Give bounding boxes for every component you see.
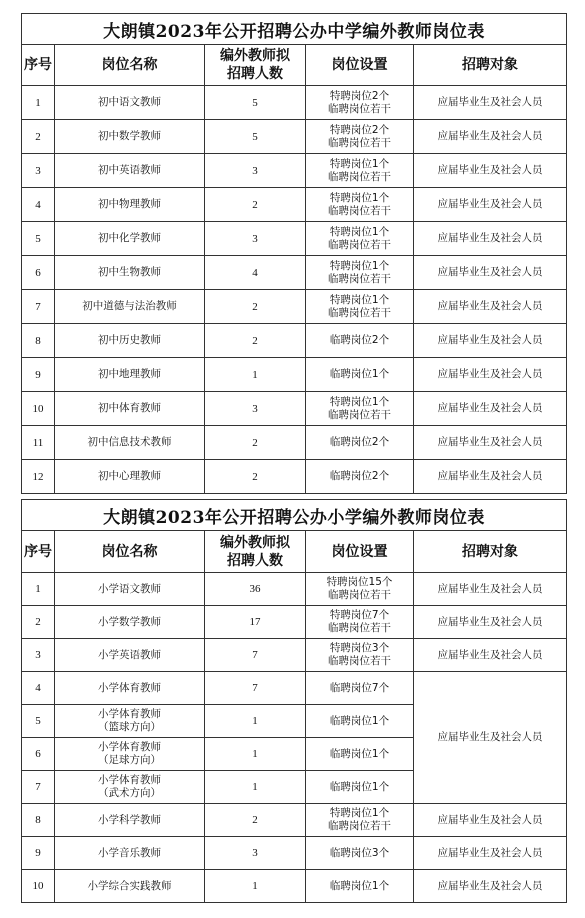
recruit-target: 应届毕业生及社会人员: [414, 639, 567, 672]
table-row: [22, 188, 567, 222]
row-number: 6: [22, 256, 55, 290]
position-setup-line: 临聘岗位若干: [328, 622, 391, 634]
position-name: [55, 870, 205, 903]
position-setup-line: 特聘岗位1个: [329, 395, 390, 408]
row-number: 11: [22, 426, 55, 460]
row-number: 8: [22, 324, 55, 358]
middle-table-title: 大朗镇2023年公开招聘公办中学编外教师岗位表: [22, 14, 567, 45]
position-setup: [306, 290, 414, 324]
recruit-target: 应届毕业生及社会人员: [414, 870, 567, 903]
position-setup-line: 临聘岗位若干: [328, 408, 391, 421]
position-setup: [306, 705, 414, 738]
position-name-line: （篮球方向）: [98, 721, 161, 733]
position-name-line: （武术方向）: [98, 787, 161, 799]
table-row: [22, 639, 567, 672]
position-setup-line: 临聘岗位若干: [328, 136, 391, 149]
recruit-target: 应届毕业生及社会人员: [414, 392, 567, 426]
recruit-target: 应届毕业生及社会人员: [414, 120, 567, 154]
position-setup-line: 特聘岗位7个: [329, 609, 390, 621]
header-count-line1: 编外教师拟: [220, 534, 290, 551]
table-row: [22, 222, 567, 256]
recruit-target: 应届毕业生及社会人员: [414, 672, 567, 804]
position-name: [55, 705, 205, 738]
recruit-target: 应届毕业生及社会人员: [414, 188, 567, 222]
hire-count: 5: [205, 120, 306, 154]
position-setup-line: 临聘岗位1个: [329, 747, 390, 760]
position-setup-line: 临聘岗位3个: [329, 846, 390, 859]
hire-count: 1: [205, 358, 306, 392]
position-setup-line: 特聘岗位1个: [329, 157, 390, 170]
position-setup: [306, 606, 414, 639]
hire-count: 5: [205, 86, 306, 120]
position-setup: [306, 804, 414, 837]
position-setup-line: 临聘岗位若干: [328, 272, 391, 285]
position-name-line: 小学科学教师: [98, 813, 161, 826]
recruit-target: 应届毕业生及社会人员: [414, 358, 567, 392]
row-number: 9: [22, 837, 55, 870]
primary-table-title: 大朗镇2023年公开招聘公办小学编外教师岗位表: [22, 500, 567, 531]
position-name-line: 小学数学教师: [98, 615, 161, 628]
position-setup: [306, 120, 414, 154]
position-setup-line: 临聘岗位7个: [329, 681, 390, 694]
position-setup-line: 特聘岗位3个: [329, 642, 390, 654]
recruit-target: 应届毕业生及社会人员: [414, 290, 567, 324]
position-setup-line: 临聘岗位2个: [329, 470, 390, 482]
row-number: 2: [22, 606, 55, 639]
header-count-line2: 招聘人数: [227, 66, 283, 82]
position-setup: [306, 392, 414, 426]
recruit-target: 应届毕业生及社会人员: [414, 804, 567, 837]
position-name: [55, 837, 205, 870]
position-name: [55, 573, 205, 606]
row-number: 4: [22, 672, 55, 705]
table-row: [22, 426, 567, 460]
row-number: 5: [22, 705, 55, 738]
hire-count: 36: [205, 573, 306, 606]
hire-count: 2: [205, 460, 306, 494]
row-number: 10: [22, 392, 55, 426]
position-name: [55, 771, 205, 804]
position-name: [55, 606, 205, 639]
position-setup-line: 特聘岗位1个: [329, 807, 390, 819]
position-setup-line: 特聘岗位1个: [329, 191, 390, 204]
position-name: 初中体育教师: [55, 392, 205, 426]
header-target: 招聘对象: [414, 45, 567, 86]
position-name: 初中地理教师: [55, 358, 205, 392]
row-number: 2: [22, 120, 55, 154]
hire-count: 2: [205, 324, 306, 358]
position-setup-line: 临聘岗位1个: [329, 879, 390, 892]
table-row: [22, 86, 567, 120]
position-setup-line: 特聘岗位15个: [326, 576, 393, 588]
recruit-target: 应届毕业生及社会人员: [414, 606, 567, 639]
position-name-line: 小学体育教师: [98, 741, 161, 753]
position-name: 初中历史教师: [55, 324, 205, 358]
position-setup-line: 临聘岗位1个: [329, 780, 390, 793]
position-name: [55, 639, 205, 672]
recruit-target: 应届毕业生及社会人员: [414, 460, 567, 494]
header-count: [205, 45, 306, 86]
hire-count: 2: [205, 804, 306, 837]
hire-count: 2: [205, 188, 306, 222]
position-setup-line: 临聘岗位若干: [328, 204, 391, 217]
header-position: 岗位名称: [55, 531, 205, 573]
position-name-line: 小学体育教师: [98, 681, 161, 694]
middle-header-row: [22, 45, 567, 86]
header-seq: 序号: [22, 531, 55, 573]
primary-header-row: [22, 531, 567, 573]
position-setup: [306, 460, 414, 494]
position-setup-line: 临聘岗位1个: [329, 714, 390, 727]
table-row: [22, 392, 567, 426]
middle-table-body: [22, 14, 567, 494]
primary-table-body: [22, 500, 567, 903]
hire-count: 2: [205, 290, 306, 324]
hire-count: 1: [205, 705, 306, 738]
primary-school-position-table: [21, 499, 567, 903]
header-seq: 序号: [22, 45, 55, 86]
table-row: [22, 256, 567, 290]
position-name: 初中英语教师: [55, 154, 205, 188]
position-setup-line: 特聘岗位2个: [329, 123, 390, 136]
hire-count: 1: [205, 771, 306, 804]
table-row: [22, 460, 567, 494]
position-setup: [306, 573, 414, 606]
row-number: 1: [22, 573, 55, 606]
position-name: 初中物理教师: [55, 188, 205, 222]
position-setup: [306, 870, 414, 903]
position-setup-line: 特聘岗位1个: [329, 259, 390, 272]
row-number: 10: [22, 870, 55, 903]
hire-count: 7: [205, 639, 306, 672]
table-row: [22, 120, 567, 154]
table-row: [22, 154, 567, 188]
hire-count: 4: [205, 256, 306, 290]
position-setup-line: 特聘岗位2个: [329, 89, 390, 102]
position-name-line: 小学音乐教师: [98, 846, 161, 859]
position-setup: [306, 324, 414, 358]
position-setup-line: 临聘岗位若干: [328, 655, 391, 667]
position-name: 初中生物教师: [55, 256, 205, 290]
hire-count: 1: [205, 870, 306, 903]
table-row: [22, 870, 567, 903]
table-row: [22, 358, 567, 392]
position-setup-line: 临聘岗位2个: [329, 436, 390, 448]
position-name: 初中化学教师: [55, 222, 205, 256]
table-row: [22, 804, 567, 837]
position-name: [55, 672, 205, 705]
position-setup-line: 临聘岗位若干: [328, 820, 391, 832]
row-number: 6: [22, 738, 55, 771]
hire-count: 3: [205, 222, 306, 256]
position-setup: [306, 639, 414, 672]
recruit-target: 应届毕业生及社会人员: [414, 86, 567, 120]
recruit-target: 应届毕业生及社会人员: [414, 154, 567, 188]
recruit-target: 应届毕业生及社会人员: [414, 573, 567, 606]
position-name: [55, 738, 205, 771]
middle-title-row: [22, 14, 567, 45]
recruit-target: 应届毕业生及社会人员: [414, 222, 567, 256]
position-setup-line: 临聘岗位若干: [328, 102, 391, 115]
position-setup: [306, 738, 414, 771]
position-setup: [306, 771, 414, 804]
hire-count: 3: [205, 154, 306, 188]
row-number: 12: [22, 460, 55, 494]
recruit-target: 应届毕业生及社会人员: [414, 426, 567, 460]
recruit-target: 应届毕业生及社会人员: [414, 256, 567, 290]
position-setup-line: 特聘岗位1个: [329, 293, 390, 306]
header-position: 岗位名称: [55, 45, 205, 86]
hire-count: 17: [205, 606, 306, 639]
row-number: 4: [22, 188, 55, 222]
position-name: 初中语文教师: [55, 86, 205, 120]
row-number: 1: [22, 86, 55, 120]
header-setup: 岗位设置: [306, 45, 414, 86]
table-row: [22, 324, 567, 358]
recruit-target: 应届毕业生及社会人员: [414, 324, 567, 358]
position-setup-line: 临聘岗位若干: [328, 306, 391, 319]
position-name: 初中数学教师: [55, 120, 205, 154]
position-name: 初中心理教师: [55, 460, 205, 494]
row-number: 3: [22, 639, 55, 672]
position-name: 初中道德与法治教师: [55, 290, 205, 324]
row-number: 3: [22, 154, 55, 188]
header-setup: 岗位设置: [306, 531, 414, 573]
position-name-line: （足球方向）: [98, 754, 161, 766]
position-setup-line: 临聘岗位1个: [329, 368, 390, 380]
position-setup-line: 临聘岗位若干: [328, 170, 391, 183]
position-setup: [306, 154, 414, 188]
table-row: [22, 290, 567, 324]
position-setup-line: 临聘岗位2个: [329, 334, 390, 346]
header-count-line2: 招聘人数: [227, 552, 283, 569]
position-setup: [306, 256, 414, 290]
position-setup: [306, 426, 414, 460]
hire-count: 2: [205, 426, 306, 460]
row-number: 8: [22, 804, 55, 837]
position-setup: [306, 837, 414, 870]
row-number: 7: [22, 290, 55, 324]
hire-count: 7: [205, 672, 306, 705]
position-name-line: 小学体育教师: [98, 774, 161, 786]
position-setup-line: 临聘岗位若干: [328, 238, 391, 251]
position-setup-line: 临聘岗位若干: [328, 589, 391, 601]
position-name-line: 小学综合实践教师: [87, 879, 172, 892]
header-count-line1: 编外教师拟: [220, 48, 290, 64]
header-target: 招聘对象: [414, 531, 567, 573]
position-setup: [306, 358, 414, 392]
primary-title-row: [22, 500, 567, 531]
position-setup: [306, 188, 414, 222]
position-setup: [306, 672, 414, 705]
position-setup: [306, 222, 414, 256]
position-setup-line: 特聘岗位1个: [329, 225, 390, 238]
position-name-line: 小学英语教师: [98, 648, 161, 661]
position-name: 初中信息技术教师: [55, 426, 205, 460]
recruit-target: 应届毕业生及社会人员: [414, 837, 567, 870]
middle-school-position-table: [21, 13, 567, 494]
hire-count: 3: [205, 392, 306, 426]
hire-count: 1: [205, 738, 306, 771]
header-count: [205, 531, 306, 573]
table-row: [22, 606, 567, 639]
position-setup: [306, 86, 414, 120]
position-name-line: 小学语文教师: [98, 582, 161, 595]
row-number: 9: [22, 358, 55, 392]
position-name: [55, 804, 205, 837]
row-number: 7: [22, 771, 55, 804]
table-row: [22, 573, 567, 606]
row-number: 5: [22, 222, 55, 256]
position-name-line: 小学体育教师: [98, 708, 161, 720]
hire-count: 3: [205, 837, 306, 870]
table-row: [22, 837, 567, 870]
table-row: [22, 672, 567, 705]
